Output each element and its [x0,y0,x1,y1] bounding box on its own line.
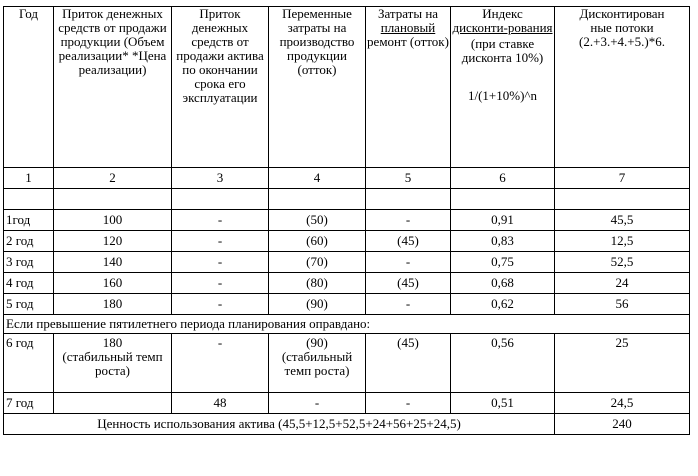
cell-repair: - [366,294,451,315]
cell-repair: - [366,252,451,273]
header-disc-line3: (2.+3.+4.+5.)*6. [579,34,665,49]
table-row [4,231,690,252]
extension-note: Если превышение пятилетнего периода планирования оправдано: [4,315,690,334]
header-index-line3: (при ставке дисконта 10%) [461,36,544,65]
cell-index: 0,68 [451,273,555,294]
cell-var-costs: (60) [269,231,366,252]
cell-var-costs: (80) [269,273,366,294]
header-repair-line2: плановый [380,20,436,35]
cell-repair: (45) [366,273,451,294]
cell-var-costs-value: (90) [306,335,328,350]
column-number: 1 [4,168,54,189]
total-label: Ценность использования актива (45,5+12,5+52,5+24+56+25+24,5) [4,414,555,435]
column-number: 7 [555,168,690,189]
cell-disc: 56 [555,294,690,315]
cell-index: 0,83 [451,231,555,252]
header-index-line1: Индекс [482,6,523,21]
cell-year: 4 год [4,273,54,294]
cell-index: 0,62 [451,294,555,315]
header-asset-inflow: Приток денежных средств от продажи актива по окончании срока его эксплуатации [172,7,269,168]
cell-index: 0,91 [451,210,555,231]
cell-var-costs: (70) [269,252,366,273]
cell-inflow: 120 [54,231,172,252]
cell-inflow: 100 [54,210,172,231]
header-year: Год [4,7,54,168]
cell-year: 1год [4,210,54,231]
header-discount-index [451,7,555,168]
table-row [4,294,690,315]
cell-inflow: 160 [54,273,172,294]
cell-asset: - [172,231,269,252]
header-repair-costs [366,7,451,168]
table-row [4,252,690,273]
table-row [4,393,690,414]
cell-index: 0,75 [451,252,555,273]
cell-inflow [54,334,172,393]
cell-disc: 52,5 [555,252,690,273]
cell-inflow-value: 180 [102,335,123,350]
header-variable-costs: Переменные затраты на производство продукции (отток) [269,7,366,168]
table-row [4,273,690,294]
cell-repair: - [366,393,451,414]
cell-year: 5 год [4,294,54,315]
cell-disc: 12,5 [555,231,690,252]
cell-asset: 48 [172,393,269,414]
cell-index: 0,56 [451,334,555,393]
header-index-formula: 1/(1+10%)^n [467,88,538,103]
blank-row [4,189,690,210]
column-number-row [4,168,690,189]
header-product-inflow: Приток денежных средств от продажи продукции (Объем реализации* *Цена реализации) [54,7,172,168]
cell-var-costs: (90) [269,294,366,315]
header-discounted-flows [555,7,690,168]
cell-asset: - [172,252,269,273]
column-number: 6 [451,168,555,189]
cell-disc: 24,5 [555,393,690,414]
cell-disc: 25 [555,334,690,393]
cell-inflow: 140 [54,252,172,273]
cell-inflow: 180 [54,294,172,315]
column-number: 4 [269,168,366,189]
column-number: 3 [172,168,269,189]
cell-index: 0,51 [451,393,555,414]
cell-asset: - [172,294,269,315]
total-value: 240 [555,414,690,435]
cell-year: 6 год [4,334,54,393]
cell-year: 3 год [4,252,54,273]
header-disc-line2: ные потоки [590,20,654,35]
cell-repair: (45) [366,231,451,252]
cell-year: 2 год [4,231,54,252]
table-row [4,334,690,393]
cell-repair: - [366,210,451,231]
asset-value-table [3,6,690,435]
cell-asset: - [172,273,269,294]
total-row [4,414,690,435]
column-number: 5 [366,168,451,189]
cell-inflow [54,393,172,414]
cell-repair: (45) [366,334,451,393]
cell-var-costs [269,334,366,393]
header-repair-line1: Затраты на [377,6,439,21]
cell-asset: - [172,334,269,393]
note-row [4,315,690,334]
cell-var-costs: (50) [269,210,366,231]
table-row [4,210,690,231]
cell-disc: 45,5 [555,210,690,231]
cell-var-costs-note: (стабильный темп роста) [281,349,353,378]
column-number: 2 [54,168,172,189]
header-repair-line3: ремонт (отток) [367,34,449,49]
header-row [4,7,690,168]
header-index-line2: дисконти-рования [452,20,553,35]
cell-year: 7 год [4,393,54,414]
cell-asset: - [172,210,269,231]
cell-var-costs: - [269,393,366,414]
header-disc-line1: Дисконтирован [579,6,665,21]
cell-disc: 24 [555,273,690,294]
cell-inflow-note: (стабильный темп роста) [62,349,163,378]
